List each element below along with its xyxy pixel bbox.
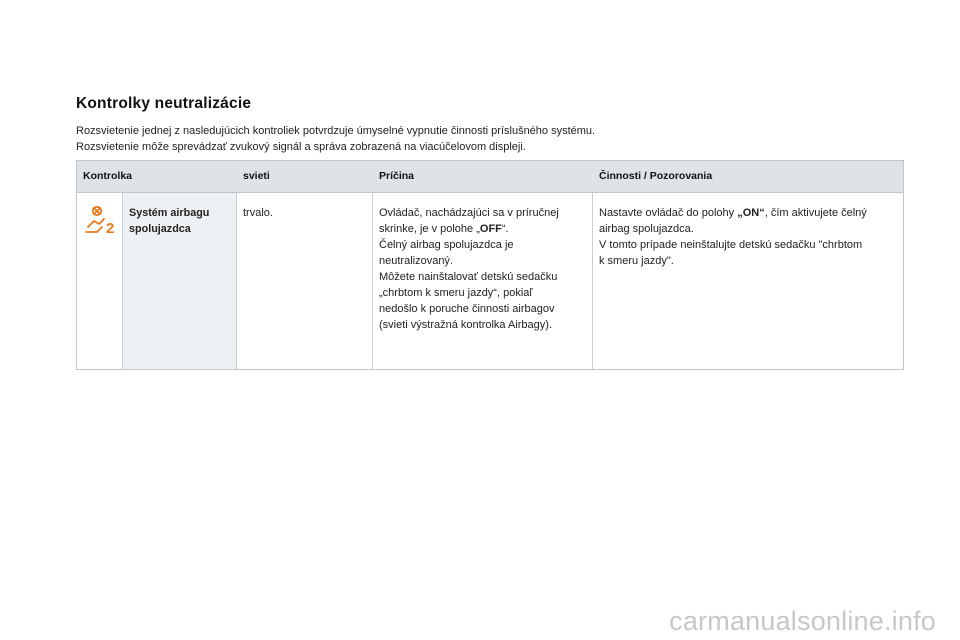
pricina-fragment: “. (501, 223, 509, 235)
header-svieti: svieti (243, 170, 270, 182)
page-title: Kontrolky neutralizácie (76, 95, 252, 112)
svieti-text: trvalo. (243, 207, 273, 219)
pricina-line: Čelný airbag spolujazdca je (379, 239, 514, 251)
intro-line: Rozsvietenie jednej z nasledujúcich kontroliek potvrdzuje úmyselné vypnutie činnosti príslušného systému. (76, 125, 596, 137)
cell-cinnosti (593, 193, 903, 369)
cinnosti-fragment: Nastavte ovládač do polohy (599, 207, 738, 219)
pricina-line: neutralizovaný. (379, 255, 453, 267)
cinnosti-text (599, 205, 897, 269)
cinnosti-line: k smeru jazdy". (599, 255, 674, 267)
cinnosti-line (599, 205, 897, 221)
pricina-line: Ovládač, nachádzajúci sa v príručnej (379, 207, 559, 219)
name-line: spolujazdca (129, 223, 191, 235)
header-kontrolka: Kontrolka (83, 170, 133, 182)
pricina-text (379, 205, 586, 333)
pricina-line: „chrbtom k smeru jazdy“, pokiaľ (379, 287, 533, 299)
watermark: carmanualsonline.info (669, 606, 936, 636)
pricina-line: nedošlo k poruche činnosti airbagov (379, 303, 555, 315)
name-line: Systém airbagu (129, 207, 210, 219)
header-pricina: Príčina (379, 170, 415, 182)
airbag-passenger-off-icon (85, 205, 119, 235)
intro-text (76, 123, 896, 155)
indicator-table (76, 160, 904, 370)
cinnosti-on-label: „ON“ (737, 207, 765, 219)
pricina-line (379, 221, 586, 237)
cinnosti-line: V tomto prípade neinštalujte detskú sedačku "chrbtom (599, 239, 863, 251)
cinnosti-fragment: , čím aktivujete čelný (764, 207, 867, 219)
cell-pricina (373, 193, 593, 369)
svg-text:2: 2 (106, 220, 115, 235)
indicator-name (129, 205, 230, 237)
intro-line: Rozsvietenie môže sprevádzať zvukový signál a správa zobrazená na viacúčelovom displeji. (76, 141, 526, 153)
pricina-line: Môžete nainštalovať detskú sedačku (379, 271, 558, 283)
pricina-line: (svieti výstražná kontrolka Airbagy). (379, 319, 553, 331)
cell-name (123, 193, 237, 369)
cell-icon (77, 193, 123, 369)
table-header (77, 161, 903, 193)
header-cinnosti: Činnosti / Pozorovania (599, 170, 713, 182)
pricina-fragment: skrinke, je v polohe „ (379, 223, 480, 235)
cell-svieti (237, 193, 373, 369)
cinnosti-line: airbag spolujazdca. (599, 223, 694, 235)
pricina-off-label: OFF (479, 223, 502, 235)
